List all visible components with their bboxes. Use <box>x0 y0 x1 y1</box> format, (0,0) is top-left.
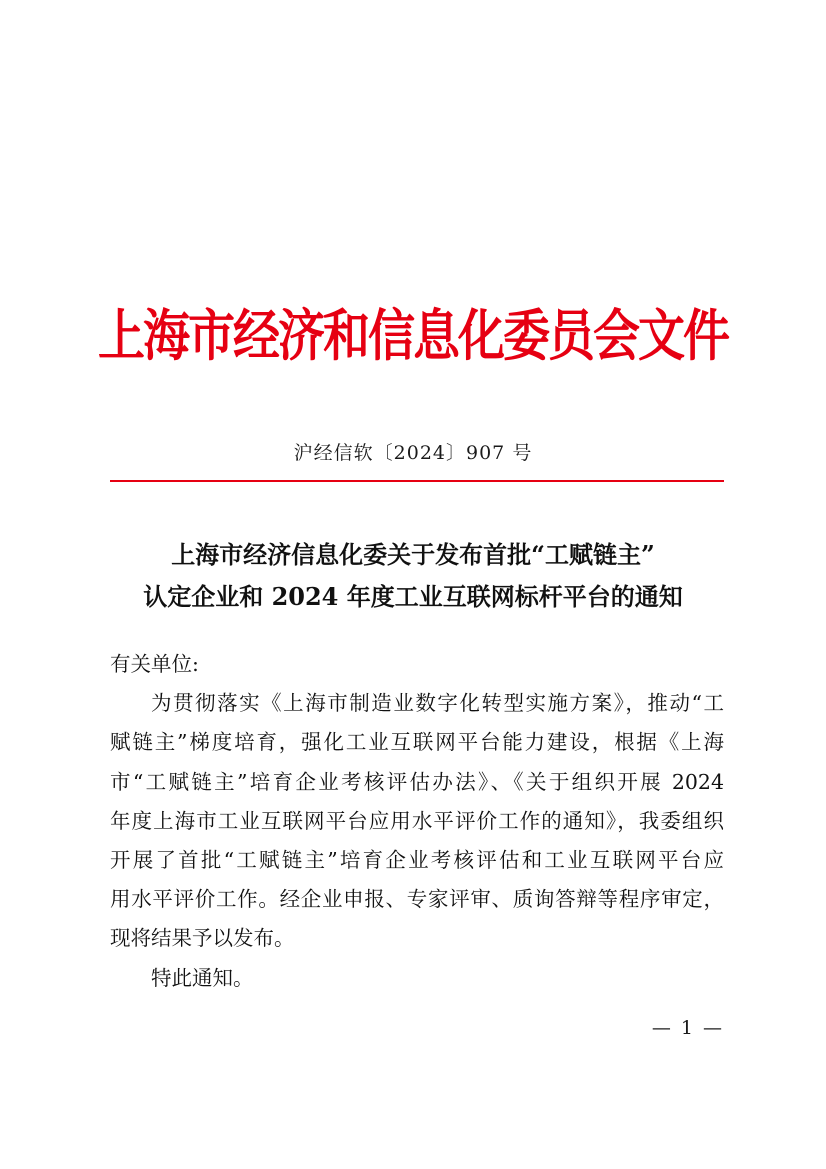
body-line-3: 市“工赋链主”培育企业考核评估办法》、《关于组织开展 2024 <box>110 769 724 794</box>
document-masthead: 上海市经济和信息化委员会文件 <box>98 304 728 370</box>
notice-title-line-2: 认定企业和 2024 年度工业互联网标杆平台的通知 <box>143 582 683 611</box>
closing-line: 特此通知。 <box>151 965 254 990</box>
notice-title-line-1: 上海市经济信息化委关于发布首批“工赋链主” <box>171 540 655 569</box>
body-line-6: 用水平评价工作。经企业申报、专家评审、质询答辩等程序审定， <box>110 887 724 912</box>
body-line-2: 赋链主”梯度培育，强化工业互联网平台能力建设，根据《上海 <box>110 730 724 755</box>
notice-body <box>110 645 724 998</box>
salutation: 有关单位: <box>110 652 199 676</box>
notice-title <box>0 534 826 618</box>
body-line-1: 为贯彻落实《上海市制造业数字化转型实施方案》，推动“工 <box>151 691 724 716</box>
red-divider-rule <box>110 480 724 482</box>
document-number: 沪经信软〔2024〕907 号 <box>293 442 533 464</box>
body-line-4: 年度上海市工业互联网平台应用水平评价工作的通知》，我委组织 <box>110 808 724 833</box>
page-number: — 1 — <box>651 1017 724 1039</box>
body-line-7: 现将结果予以发布。 <box>110 926 295 951</box>
body-line-5: 开展了首批“工赋链主”培育企业考核评估和工业互联网平台应 <box>110 848 724 873</box>
